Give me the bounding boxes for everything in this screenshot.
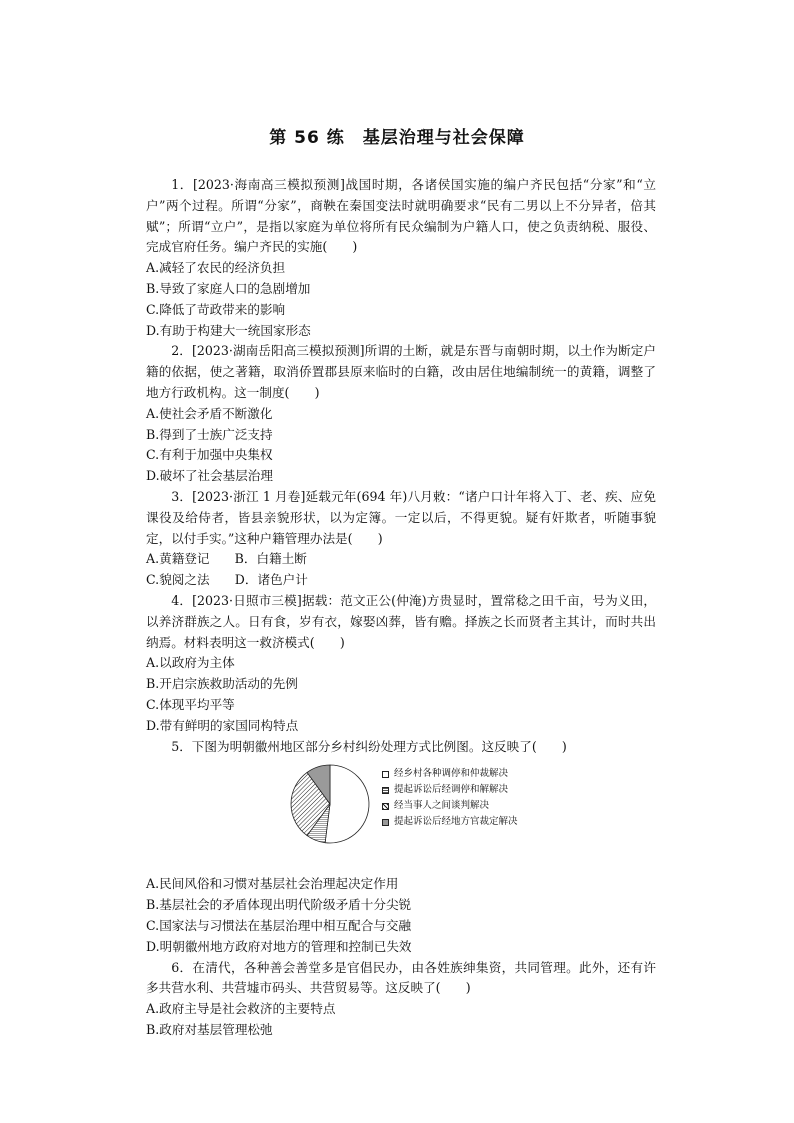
- option-c: C.有利于加强中央集权: [146, 447, 273, 463]
- question-list: [146, 175, 656, 1041]
- option-a: A.减轻了农民的经济负担: [146, 260, 286, 276]
- pie-chart-figure: [146, 760, 656, 870]
- option-c: C.体现平均平等: [146, 696, 235, 712]
- option-a: A.民间风俗和习惯对基层社会治理起决定作用: [146, 876, 399, 892]
- option-b: B.开启宗族救助活动的先例: [146, 676, 298, 692]
- question-stem: 4．[2023·日照市三模]据载：范文正公(仲淹)方贵显时，置常稔之田千亩，号为义田，以养济群族之人。日有食，岁有衣，嫁娶凶葬，皆有赡。择族之长而贤者主其计，而时共出纳焉。材料表明这一救济模式( ): [146, 592, 656, 650]
- legend-item: [382, 814, 518, 830]
- legend-item: [382, 798, 518, 814]
- option-row-ab: A.黄籍登记 B．白籍土断: [146, 551, 307, 567]
- option-b: B.得到了士族广泛支持: [146, 426, 273, 442]
- question-5: [146, 737, 656, 958]
- legend-label: 经当事人之间谈判解决: [394, 800, 490, 812]
- legend-label: 提起诉讼后经调停和解解决: [394, 784, 509, 796]
- question-1: [146, 175, 656, 341]
- option-b: B.基层社会的矛盾体现出明代阶级矛盾十分尖锐: [146, 897, 412, 913]
- legend-item: [382, 782, 518, 798]
- question-stem: 1．[2023·海南高三模拟预测]战国时期，各诸侯国实施的编户齐民包括“分家”和“立户”两个过程。所谓“分家”，商鞅在秦国变法时就明确要求“民有二男以上不分异者，倍其赋”；所谓“立户”，是指以家庭为单位将所有民众编制为户籍人口，使之负责纳税、服役、完成官府任务。编户齐民的实施( ): [146, 177, 656, 255]
- option-a: A.以政府为主体: [146, 655, 235, 671]
- question-2: [146, 341, 656, 487]
- legend-label: 提起诉讼后经地方官裁定解决: [394, 816, 518, 828]
- option-c: C.国家法与习惯法在基层治理中相互配合与交融: [146, 917, 412, 933]
- option-a: A.政府主导是社会救济的主要特点: [146, 1001, 336, 1017]
- option-row-cd: C.貌阅之法 D．诸色户计: [146, 572, 308, 588]
- option-d: D.带有鲜明的家国同构特点: [146, 717, 299, 733]
- option-d: D.破坏了社会基层治理: [146, 468, 273, 484]
- option-d: D.明朝徽州地方政府对地方的管理和控制已失效: [146, 938, 412, 954]
- option-d: D.有助于构建大一统国家形态: [146, 322, 311, 338]
- question-stem: 6．在清代，各种善会善堂多是官倡民办，由各姓族绅集资，共同管理。此外，还有许多共营水利、共营墟市码头、共营贸易等。这反映了( ): [146, 959, 656, 996]
- pie-chart: [289, 763, 371, 845]
- legend-swatch: [382, 771, 389, 778]
- option-b: B.政府对基层管理松弛: [146, 1021, 273, 1037]
- option-a: A.使社会矛盾不断激化: [146, 405, 273, 421]
- question-6: [146, 958, 656, 1041]
- legend-swatch: [382, 819, 389, 826]
- pie-slice: [325, 765, 369, 843]
- question-3: [146, 487, 656, 591]
- option-b: B.导致了家庭人口的急剧增加: [146, 280, 311, 296]
- pie-legend: [382, 766, 518, 830]
- legend-swatch: [382, 787, 389, 794]
- question-stem: 5．下图为明朝徽州地区部分乡村纠纷处理方式比例图。这反映了( ): [171, 738, 567, 754]
- legend-swatch: [382, 803, 389, 810]
- option-c: C.降低了苛政带来的影响: [146, 301, 286, 317]
- page-title: 第 56 练 基层治理与社会保障: [269, 128, 525, 148]
- question-4: [146, 591, 656, 737]
- legend-label: 经乡村各种调停和仲裁解决: [394, 768, 509, 780]
- question-stem: 2．[2023·湖南岳阳高三模拟预测]所谓的土断，就是东晋与南朝时期，以土作为断定户籍的依据，使之著籍，取消侨置郡县原来临时的白籍，改由居住地编制统一的黄籍，调整了地方行政机构。这一制度( ): [146, 343, 656, 400]
- legend-item: [382, 766, 518, 782]
- question-stem: 3．[2023·浙江 1 月卷]延载元年(694 年)八月敕：“诸户口计年将入丁、老、疾、应免课役及给侍者，皆县亲貌形状，以为定簿。一定以后，不得更貌。疑有奸欺者，听随事貌定，以付手实。”这种户籍管理办法是( ): [146, 488, 656, 546]
